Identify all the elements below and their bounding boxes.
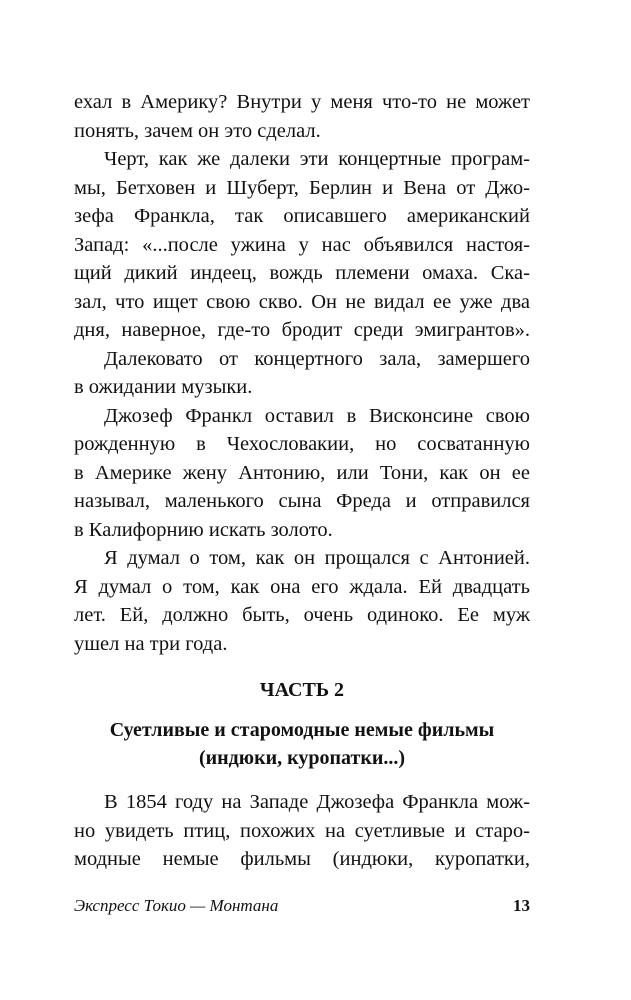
text-line: Я думал о том, как он прощался с Антонией. (104, 547, 530, 569)
text-line: щий дикий индеец, вождь племени омаха. Ска- (74, 262, 530, 284)
text-line: Джозеф Франкл оставил в Висконсине свою (104, 404, 530, 427)
page-number: 13 (513, 896, 530, 915)
text-line: в Калифорнию искать золото. (74, 518, 333, 541)
text-line: Запад: «...после ужина у нас объявился настоя- (74, 233, 530, 256)
text-line: в Америке жену Антонию, или Тони, как он ее (74, 461, 530, 484)
chapter-title-line-1: Суетливые и старомодные немые фильмы (109, 719, 495, 741)
text-line: но увидеть птиц, похожих на суетливые и старо- (74, 819, 530, 842)
text-line: зефа Франкла, так описавшего американский (74, 205, 530, 227)
text-line: мы, Бетховен и Шуберт, Берлин и Вена от Джо- (74, 176, 530, 199)
body-text-top (74, 88, 530, 658)
text-line: ушел на три года. (74, 632, 228, 655)
text-line: в ожидании музыки. (74, 376, 253, 398)
text-line: понять, зачем он это сделал. (74, 119, 321, 142)
text-line: называл, маленького сына Фреда и отправился (74, 490, 530, 512)
text-line: дня, наверное, где-то бродит среди эмигрантов». (74, 319, 530, 341)
text-line: лет. Ей, должно быть, очень одиноко. Ее муж (74, 604, 530, 626)
text-line: ехал в Америку? Внутри у меня что-то не может (74, 91, 530, 113)
text-line: модные немые фильмы (индюки, куропатки, (74, 848, 530, 870)
text-line: В 1854 году на Западе Джозефа Франкла мож- (104, 791, 530, 813)
text-line: Далековато от концертного зала, замершего (104, 347, 530, 370)
part-heading: ЧАСТЬ 2 (259, 679, 345, 701)
text-line: Черт, как же далеки эти концертные програм- (104, 148, 530, 170)
text-line: Я думал о том, как она его ждала. Ей двадцать (74, 575, 530, 598)
chapter-title-line-2: (индюки, куропатки...) (198, 747, 406, 769)
text-line: рожденную в Чехословакии, но сосватанную (74, 433, 530, 455)
body-text-bottom (74, 788, 530, 874)
running-title: Экспресс Токио — Монтана (74, 896, 279, 915)
text-line: зал, что ищет свою скво. Он не видал ее уже два (74, 290, 530, 313)
